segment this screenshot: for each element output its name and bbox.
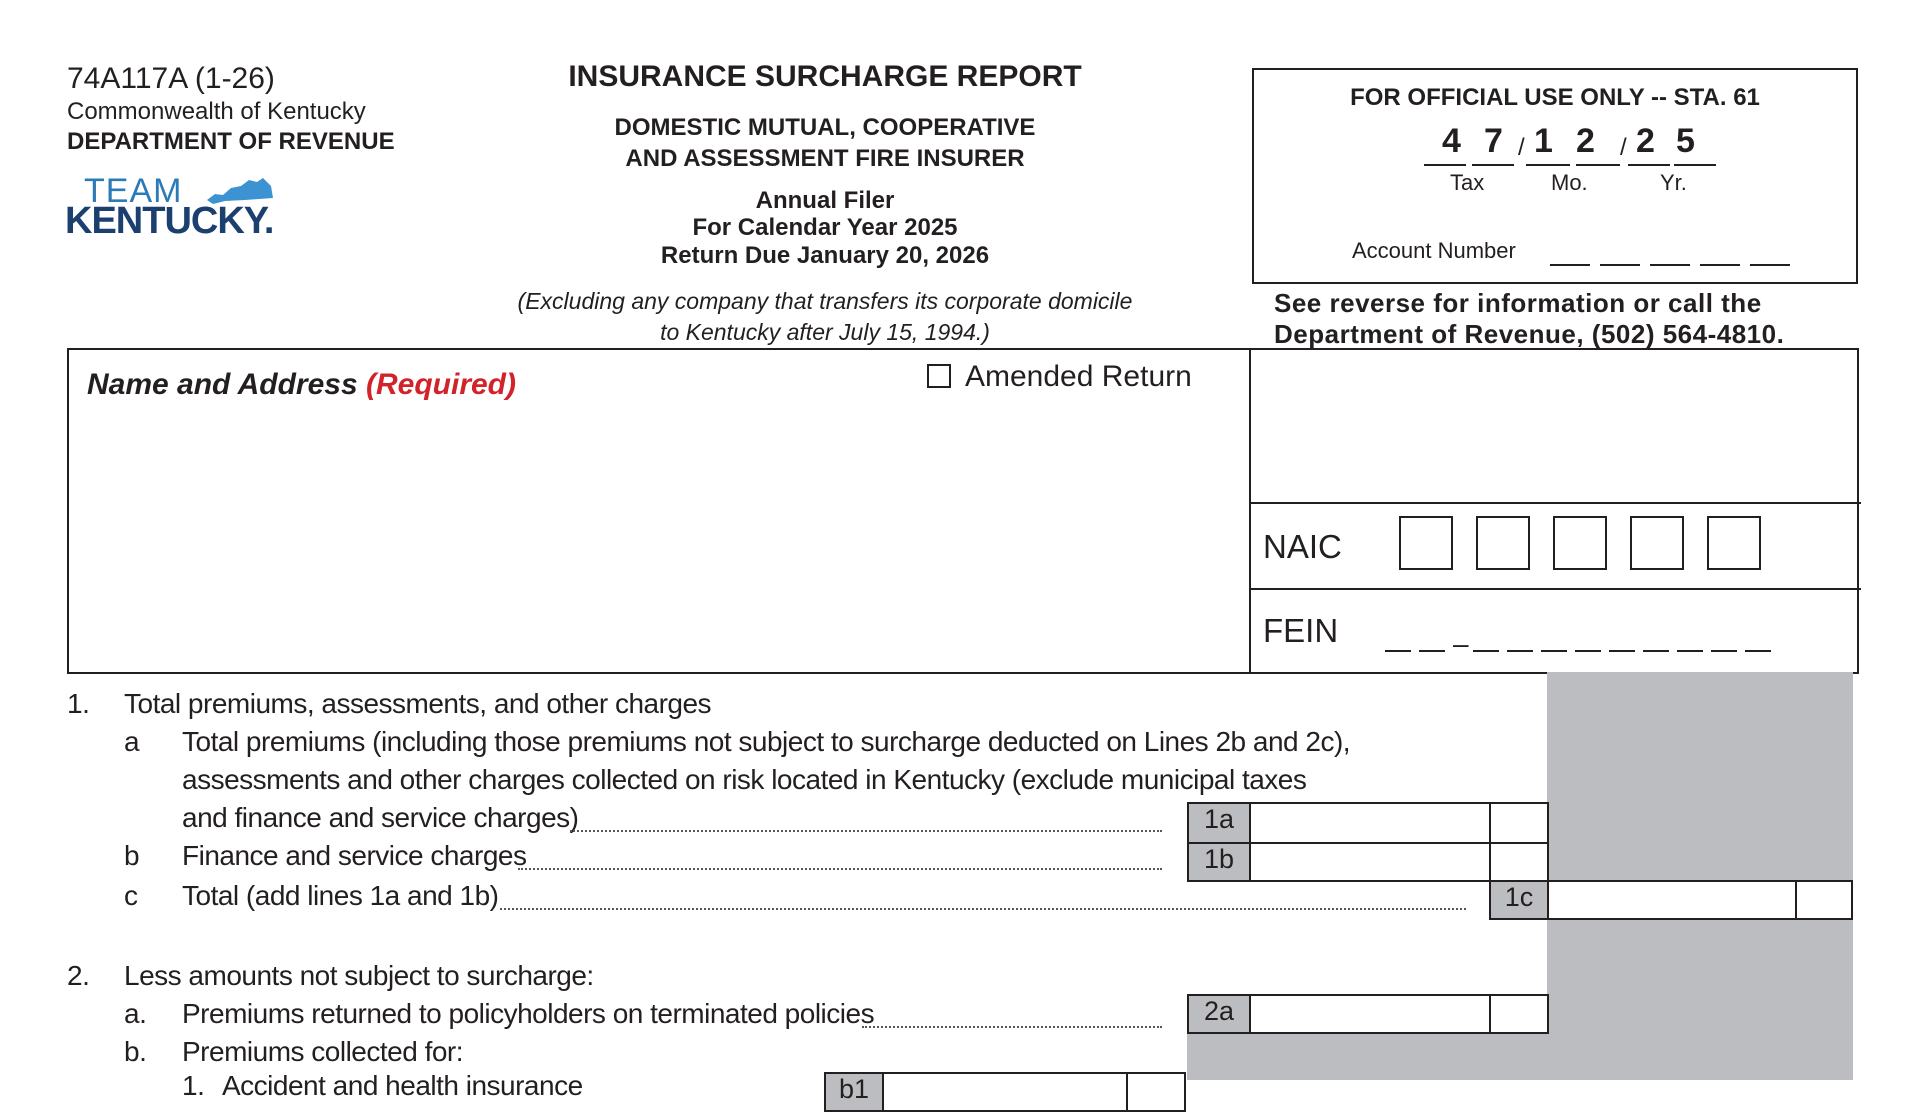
line-2a-text: Premiums returned to policyholders on terminated policies <box>182 998 875 1029</box>
fein-digit-line[interactable] <box>1711 650 1737 652</box>
exclusion-note-2: to Kentucky after July 15, 1994.) <box>660 319 990 345</box>
line-1b-letter: b <box>124 840 140 871</box>
line-2a-letter: a. <box>124 998 147 1029</box>
name-address-text: Name and Address <box>87 368 358 401</box>
line-1c-letter: c <box>124 880 138 911</box>
tax-label: Tax <box>1450 170 1485 195</box>
naic-digit-box[interactable] <box>1399 516 1453 570</box>
name-address-label <box>87 368 516 402</box>
naic-label: NAIC <box>1263 528 1342 565</box>
line-1c-amount[interactable] <box>1547 880 1797 920</box>
exclusion-note-1: (Excluding any company that transfers its corporate domicile <box>517 288 1133 314</box>
line-1-text: Total premiums, assessments, and other charges <box>124 688 712 719</box>
fein-digit-line[interactable] <box>1473 650 1499 652</box>
line-2b1-text: Accident and health insurance <box>222 1070 583 1101</box>
required-marker: (Required) <box>366 368 516 401</box>
mo-digit-2: 2 <box>1576 122 1595 160</box>
yr-digit-2: 5 <box>1676 122 1695 160</box>
line-1a-amount[interactable] <box>1249 802 1491 844</box>
line-1a-text-1: Total premiums (including those premiums not subject to surcharge deducted on Lines 2b and 2c), <box>182 726 1351 757</box>
line-2b1-number: 1. <box>182 1070 205 1101</box>
form-id: 74A117A (1-26) <box>67 62 275 95</box>
amended-return-label: Amended Return <box>965 360 1192 393</box>
line-1b-cents[interactable] <box>1489 842 1549 882</box>
official-use-heading: FOR OFFICIAL USE ONLY -- STA. 61 <box>1350 84 1760 111</box>
fein-digit-line[interactable] <box>1745 650 1771 652</box>
line-1b-amount[interactable] <box>1249 842 1491 882</box>
shaded-area <box>1547 672 1853 880</box>
line-2b-text: Premiums collected for: <box>182 1036 464 1067</box>
line-1a-text-2: assessments and other charges collected on risk located in Kentucky (exclude municipal taxes <box>182 764 1307 795</box>
subtitle-line-1: DOMESTIC MUTUAL, COOPERATIVE <box>614 114 1036 141</box>
naic-digit-box[interactable] <box>1553 516 1607 570</box>
identity-section <box>67 348 1859 674</box>
logo-team-text: TEAM <box>84 172 183 210</box>
subtitle-line-2: AND ASSESSMENT FIRE INSURER <box>625 145 1025 172</box>
fein-digit-line[interactable] <box>1609 650 1635 652</box>
naic-digit-box[interactable] <box>1476 516 1530 570</box>
line-2b-letter: b. <box>124 1036 147 1067</box>
account-number-label: Account Number <box>1352 238 1516 263</box>
calendar-year: For Calendar Year 2025 <box>692 214 958 241</box>
fein-label: FEIN <box>1263 612 1339 649</box>
yr-label: Yr. <box>1660 170 1687 195</box>
fein-dash: – <box>1453 628 1469 659</box>
amended-return-checkbox[interactable] <box>927 364 951 388</box>
line-2a-tag: 2a <box>1187 994 1251 1034</box>
line-2a-cents[interactable] <box>1489 994 1549 1034</box>
mo-label: Mo. <box>1551 170 1588 195</box>
line-2b1-cents[interactable] <box>1126 1072 1186 1112</box>
date-slash-2: / <box>1620 134 1627 161</box>
line-1c-cents[interactable] <box>1795 880 1853 920</box>
yr-digit-1: 2 <box>1636 122 1655 160</box>
line-1c-tag: 1c <box>1489 880 1549 920</box>
line-1a-text-3: and finance and service charges) <box>182 802 579 833</box>
shaded-area <box>1187 1032 1549 1080</box>
fein-digit-line[interactable] <box>1575 650 1601 652</box>
fein-digit-line[interactable] <box>1643 650 1669 652</box>
date-slash-1: / <box>1518 134 1525 161</box>
line-2-number: 2. <box>67 960 90 991</box>
fein-digit-line[interactable] <box>1541 650 1567 652</box>
line-1a-letter: a <box>124 726 140 757</box>
shaded-area <box>1547 918 1853 1080</box>
line-2b1-amount[interactable] <box>882 1072 1128 1112</box>
line-1a-tag: 1a <box>1187 802 1251 844</box>
fein-digit-line[interactable] <box>1419 650 1445 652</box>
official-use-box <box>1252 68 1858 284</box>
due-date: Return Due January 20, 2026 <box>660 242 990 269</box>
tax-digit-1: 4 <box>1442 122 1461 160</box>
fein-digit-line[interactable] <box>1677 650 1703 652</box>
reverse-info-line-2: Department of Revenue, (502) 564-4810. <box>1274 319 1785 349</box>
line-2-text: Less amounts not subject to surcharge: <box>124 960 594 991</box>
form-title: INSURANCE SURCHARGE REPORT <box>568 60 1082 93</box>
amended-return-option[interactable] <box>927 360 1192 394</box>
mo-digit-1: 1 <box>1534 122 1553 160</box>
line-1b-text: Finance and service charges <box>182 840 527 871</box>
fein-digit-line[interactable] <box>1385 650 1411 652</box>
line-1c-text: Total (add lines 1a and 1b) <box>182 880 499 911</box>
line-1b-tag: 1b <box>1187 842 1251 882</box>
naic-digit-box[interactable] <box>1707 516 1761 570</box>
fein-digit-line[interactable] <box>1507 650 1533 652</box>
line-2b1-tag: b1 <box>824 1072 884 1112</box>
line-1-number: 1. <box>67 688 90 719</box>
filer-type: Annual Filer <box>755 187 895 214</box>
line-1a-cents[interactable] <box>1489 802 1549 844</box>
reverse-info <box>1274 288 1784 350</box>
org-line-1: Commonwealth of Kentucky <box>67 98 366 125</box>
logo-kentucky-text: KENTUCKY. <box>65 200 274 242</box>
naic-digit-box[interactable] <box>1630 516 1684 570</box>
org-line-2: DEPARTMENT OF REVENUE <box>67 128 395 155</box>
reverse-info-line-1: See reverse for information or call the <box>1274 288 1762 318</box>
line-2a-amount[interactable] <box>1249 994 1491 1034</box>
tax-digit-2: 7 <box>1484 122 1503 160</box>
